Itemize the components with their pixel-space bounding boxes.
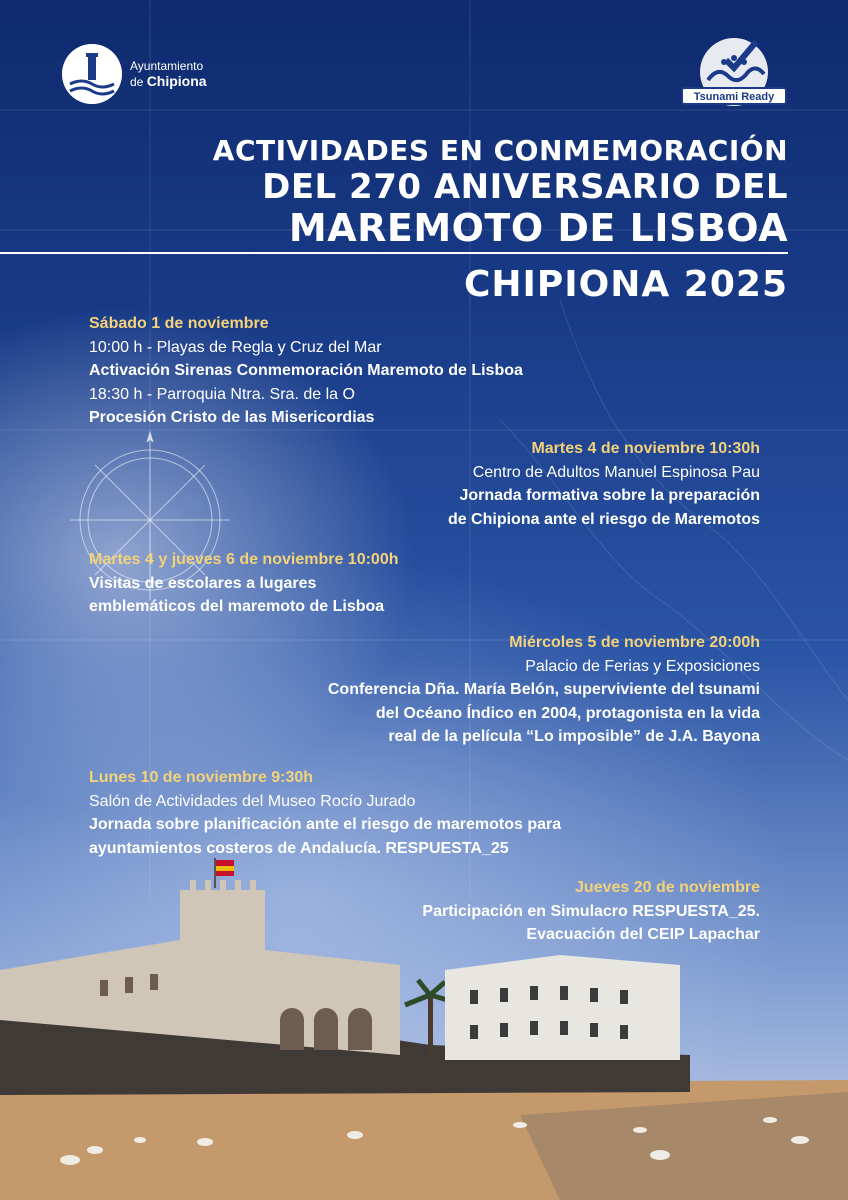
event-date: Martes 4 y jueves 6 de noviembre 10:00h <box>89 551 399 568</box>
logo-line2 <box>130 74 207 90</box>
spain-flag-icon <box>216 860 234 866</box>
event-line: emblemáticos del maremoto de Lisboa <box>89 598 385 615</box>
event-date: Miércoles 5 de noviembre 20:00h <box>509 634 760 651</box>
event-line: Jornada sobre planificación ante el riesgo de maremotos para <box>89 816 562 833</box>
event-line: de Chipiona ante el riesgo de Maremotos <box>447 510 760 528</box>
event-line: Participación en Simulacro RESPUESTA_25. <box>422 902 760 920</box>
lighthouse-icon <box>62 44 122 104</box>
event-line: real de la película “Lo imposible” de J.A. Bayona <box>388 728 760 745</box>
castle-beach-photo <box>0 830 848 1200</box>
event-date: Jueves 20 de noviembre <box>575 879 760 896</box>
logo-line1: Ayuntamiento <box>130 58 204 73</box>
logo-line2-bold: Chipiona <box>146 72 207 89</box>
white-building-illustration <box>445 955 680 1060</box>
title-line2: DEL 270 ANIVERSARIO DEL <box>262 167 788 207</box>
poster-title <box>213 134 788 250</box>
event-date: Lunes 10 de noviembre 9:30h <box>89 769 314 786</box>
logo-line2-pre: de <box>130 74 147 89</box>
event-line: Centro de Adultos Manuel Espinosa Pau <box>472 463 760 481</box>
event-3 <box>89 548 398 619</box>
title-divider <box>0 252 788 254</box>
event-line: Salón de Actividades del Museo Rocío Jurado <box>89 792 416 810</box>
title-line3: MAREMOTO DE LISBOA <box>288 206 788 250</box>
ayuntamiento-logo <box>62 44 207 104</box>
title-year: CHIPIONA 2025 <box>463 264 788 305</box>
event-line: Jornada formativa sobre la preparación <box>459 487 760 504</box>
badge-label: Tsunami Ready <box>693 91 775 103</box>
event-line: Activación Sirenas Conmemoración Maremoto de Lisboa <box>89 362 523 379</box>
tsunami-ready-badge <box>678 36 790 108</box>
event-line: Visitas de escolares a lugares <box>89 574 317 592</box>
event-line: 10:00 h - Playas de Regla y Cruz del Mar <box>89 338 382 356</box>
event-line: del Océano Índico en 2004, protagonista en la vida <box>375 704 760 722</box>
event-1 <box>89 312 523 430</box>
event-line: Palacio de Ferias y Exposiciones <box>525 657 760 675</box>
ayuntamiento-logo-text <box>130 59 207 90</box>
title-line1: ACTIVIDADES EN CONMEMORACIÓN <box>212 134 788 167</box>
event-2 <box>448 437 760 531</box>
event-line: Evacuación del CEIP Lapachar <box>526 926 760 943</box>
event-line: Conferencia Dña. María Belón, superviviente del tsunami <box>327 681 760 698</box>
event-date: Sábado 1 de noviembre <box>89 315 269 332</box>
event-line: ayuntamientos costeros de Andalucía. RESPUESTA_25 <box>89 839 509 857</box>
event-line: Procesión Cristo de las Misericordias <box>89 409 375 426</box>
event-date: Martes 4 de noviembre 10:30h <box>531 440 760 457</box>
event-4 <box>328 631 760 749</box>
event-line: 18:30 h - Parroquia Ntra. Sra. de la O <box>89 385 355 403</box>
